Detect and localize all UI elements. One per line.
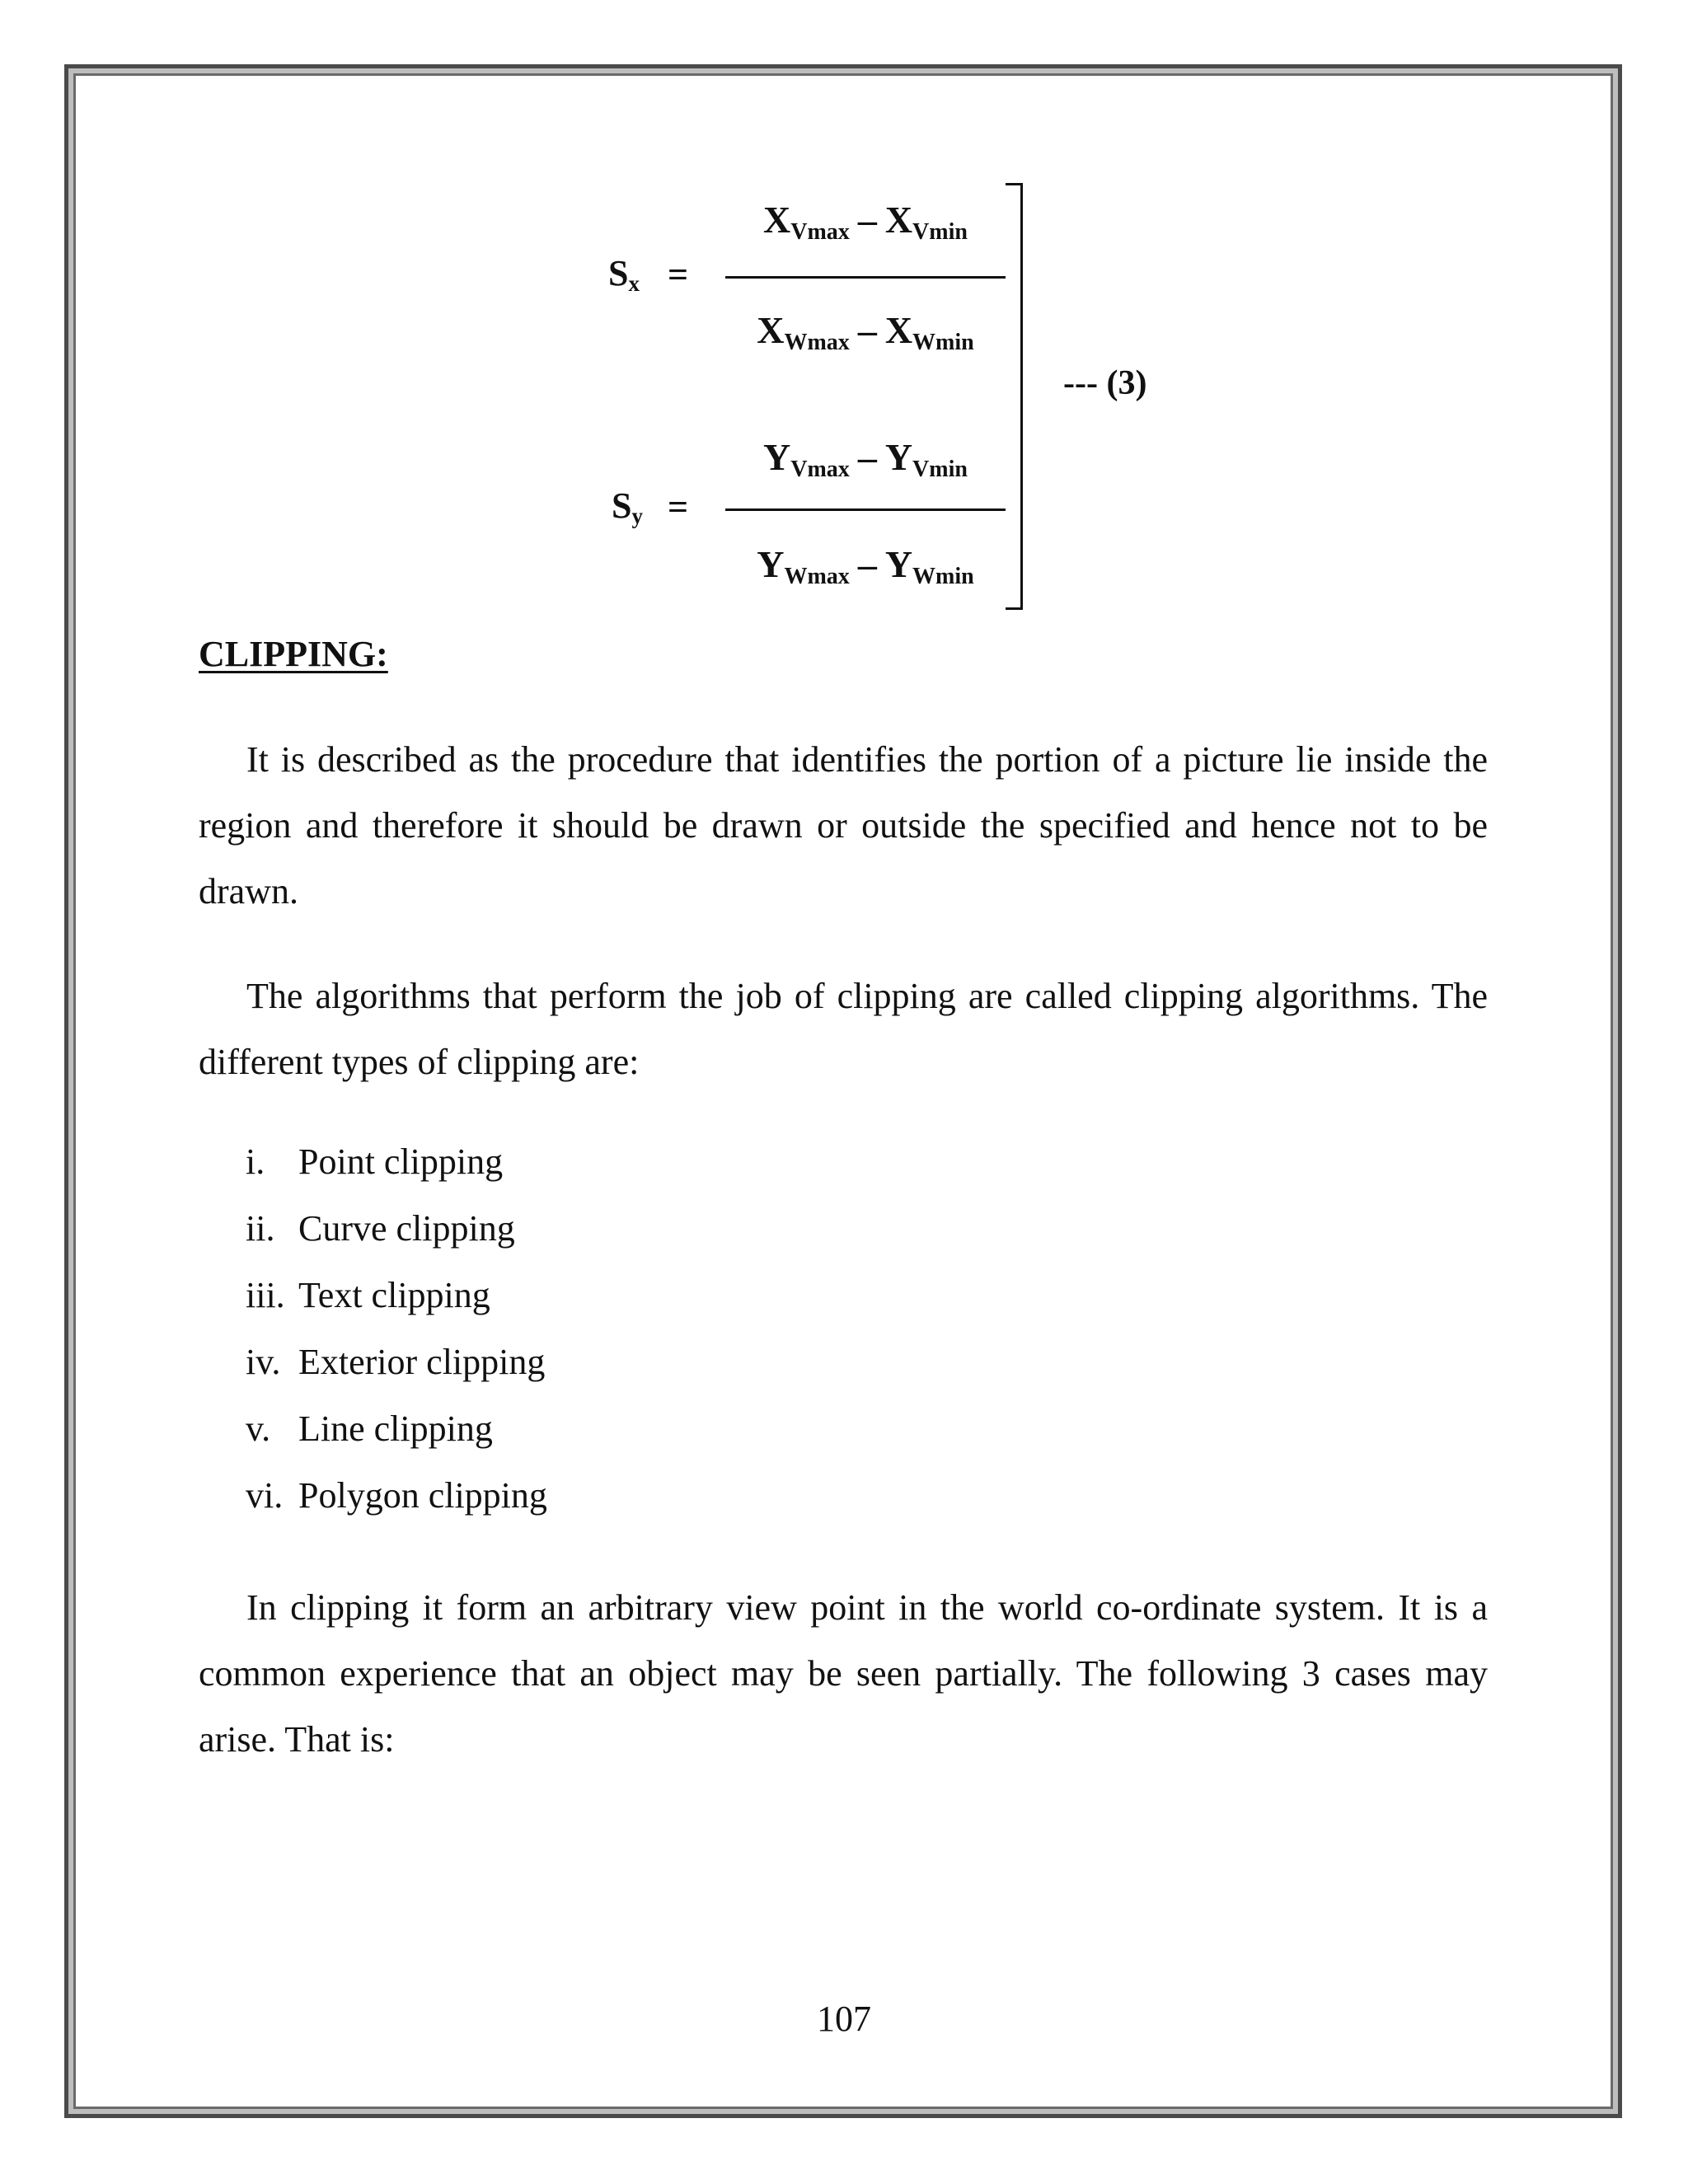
paragraph-viewpoint: In clipping it form an arbitrary view point in the world co-ordinate system. It is a common experience that an object may be seen partially. The following 3 cases may arise. That is: [199,1587,1488,1760]
page-number: 107 [817,1999,871,2039]
sy-equals-sign: = [668,487,689,527]
sy-numerator: $Y_{Vmax} - Y_{Vmin}$ [763,436,968,482]
list-item: ii. Curve clipping [246,1208,515,1249]
equation-right-bracket [1006,183,1023,610]
sx-equals-sign: = [668,255,689,295]
sx-numerator: $X_{Vmax} - X_{Vmin}$ [763,199,968,245]
equation-number: --- (3) [1063,364,1147,402]
clipping-types-list [246,1137,547,1538]
sy-fraction-bar [725,509,1006,511]
list-item: v. Line clipping [246,1408,493,1449]
list-item: vi. Polygon clipping [246,1475,547,1516]
list-item: iv. Exterior clipping [246,1342,546,1382]
sx-denominator: $X_{Wmax} - X_{Wmin}$ [757,309,974,355]
sx-lhs: $S_x$ [608,253,640,296]
sy-denominator: $Y_{Wmax} - Y_{Wmin}$ [757,543,974,589]
sy-lhs: $S_y$ [612,485,643,528]
sx-fraction-bar [725,276,1006,279]
section-heading: CLIPPING: [199,634,388,674]
list-item: iii. Text clipping [246,1275,490,1315]
paragraph-algorithms: The algorithms that perform the job of clipping are called clipping algorithms. The different types of clipping are: [199,976,1488,1082]
list-item: i. Point clipping [246,1141,504,1182]
paragraph-definition: It is described as the procedure that identifies the portion of a picture lie inside the region and therefore it should be drawn or outside the specified and hence not to be drawn. [199,739,1488,912]
